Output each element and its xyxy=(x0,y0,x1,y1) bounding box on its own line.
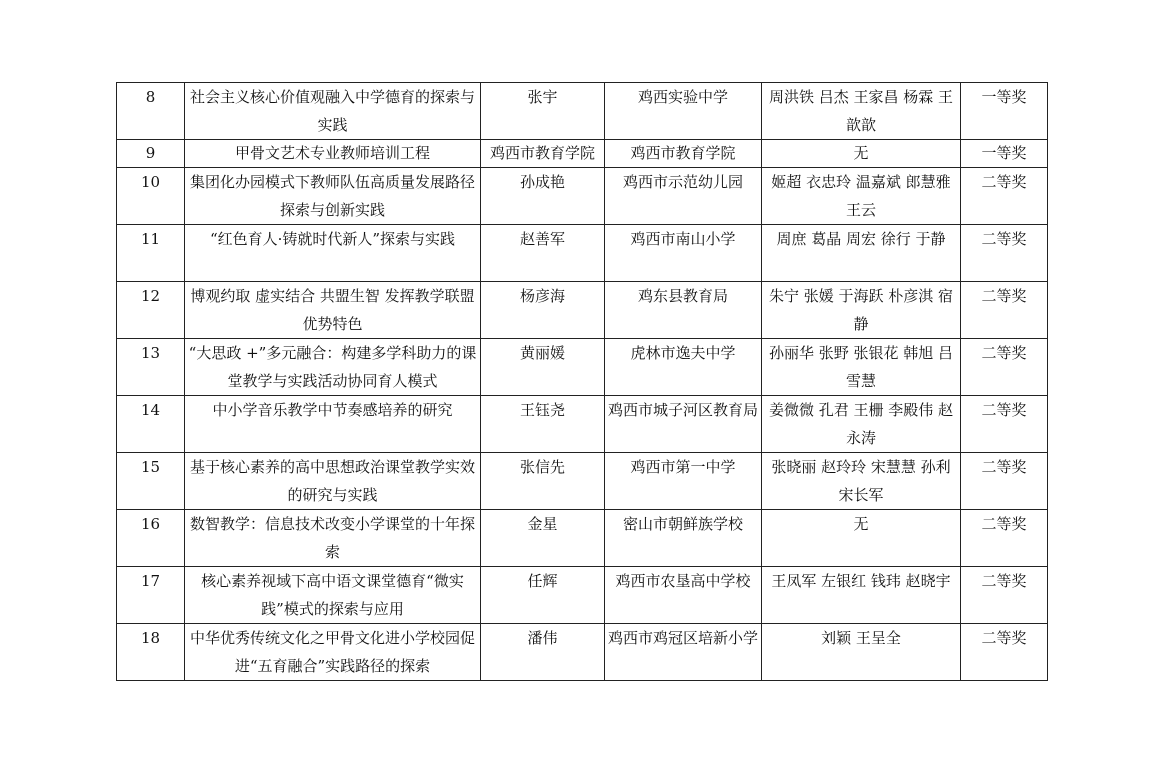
table-row xyxy=(117,624,1048,681)
award-level: 二等奖 xyxy=(961,339,1048,396)
table-row xyxy=(117,225,1048,282)
project-title: 集团化办园模式下教师队伍高质量发展路径探索与创新实践 xyxy=(185,168,481,225)
row-number: 16 xyxy=(117,510,185,567)
project-unit: 鸡西市第一中学 xyxy=(605,453,762,510)
project-leader: 赵善军 xyxy=(481,225,605,282)
project-leader: 黄丽媛 xyxy=(481,339,605,396)
row-number: 18 xyxy=(117,624,185,681)
table-row xyxy=(117,282,1048,339)
award-level: 二等奖 xyxy=(961,453,1048,510)
project-unit: 鸡西市教育学院 xyxy=(605,140,762,168)
table-row xyxy=(117,83,1048,140)
award-level: 二等奖 xyxy=(961,510,1048,567)
award-level: 二等奖 xyxy=(961,567,1048,624)
project-members: 无 xyxy=(762,510,961,567)
awards-table xyxy=(116,82,1048,681)
table-row xyxy=(117,396,1048,453)
project-members: 张晓丽 赵玲玲 宋慧慧 孙利 宋长军 xyxy=(762,453,961,510)
table-row xyxy=(117,168,1048,225)
table-row xyxy=(117,339,1048,396)
project-unit: 鸡西市城子河区教育局 xyxy=(605,396,762,453)
award-level: 二等奖 xyxy=(961,396,1048,453)
award-level: 二等奖 xyxy=(961,168,1048,225)
award-level: 二等奖 xyxy=(961,225,1048,282)
project-members: 刘颖 王呈全 xyxy=(762,624,961,681)
row-number: 11 xyxy=(117,225,185,282)
project-leader: 金星 xyxy=(481,510,605,567)
project-title: “红色育人·铸就时代新人”探索与实践 xyxy=(185,225,481,282)
project-title: 中华优秀传统文化之甲骨文化进小学校园促进“五育融合”实践路径的探索 xyxy=(185,624,481,681)
project-unit: 密山市朝鲜族学校 xyxy=(605,510,762,567)
project-members: 姜微微 孔君 王栅 李殿伟 赵永涛 xyxy=(762,396,961,453)
project-unit: 鸡西市农垦高中学校 xyxy=(605,567,762,624)
project-title: 中小学音乐教学中节奏感培养的研究 xyxy=(185,396,481,453)
project-leader: 杨彦海 xyxy=(481,282,605,339)
table-row xyxy=(117,140,1048,168)
project-leader: 张信先 xyxy=(481,453,605,510)
project-title: 甲骨文艺术专业教师培训工程 xyxy=(185,140,481,168)
project-unit: 鸡西市南山小学 xyxy=(605,225,762,282)
award-level: 二等奖 xyxy=(961,282,1048,339)
project-leader: 孙成艳 xyxy=(481,168,605,225)
project-leader: 潘伟 xyxy=(481,624,605,681)
project-members: 周洪铁 吕杰 王家昌 杨霖 王歆歆 xyxy=(762,83,961,140)
table-row xyxy=(117,510,1048,567)
project-unit: 鸡西市鸡冠区培新小学 xyxy=(605,624,762,681)
project-leader: 任辉 xyxy=(481,567,605,624)
project-unit: 鸡东县教育局 xyxy=(605,282,762,339)
row-number: 15 xyxy=(117,453,185,510)
project-title: 社会主义核心价值观融入中学德育的探索与实践 xyxy=(185,83,481,140)
project-leader: 鸡西市教育学院 xyxy=(481,140,605,168)
project-title: 博观约取 虚实结合 共盟生智 发挥教学联盟优势特色 xyxy=(185,282,481,339)
project-title: 基于核心素养的高中思想政治课堂教学实效的研究与实践 xyxy=(185,453,481,510)
project-unit: 鸡西实验中学 xyxy=(605,83,762,140)
project-members: 无 xyxy=(762,140,961,168)
project-title: 核心素养视域下高中语文课堂德育“微实践”模式的探索与应用 xyxy=(185,567,481,624)
project-members: 周庶 葛晶 周宏 徐行 于静 xyxy=(762,225,961,282)
project-leader: 张宇 xyxy=(481,83,605,140)
project-members: 王凤军 左银红 钱玮 赵晓宇 xyxy=(762,567,961,624)
row-number: 10 xyxy=(117,168,185,225)
table-row xyxy=(117,453,1048,510)
row-number: 12 xyxy=(117,282,185,339)
row-number: 8 xyxy=(117,83,185,140)
row-number: 17 xyxy=(117,567,185,624)
award-level: 二等奖 xyxy=(961,624,1048,681)
project-members: 孙丽华 张野 张银花 韩旭 吕雪慧 xyxy=(762,339,961,396)
table-row xyxy=(117,567,1048,624)
row-number: 9 xyxy=(117,140,185,168)
project-members: 朱宁 张媛 于海跃 朴彦淇 宿静 xyxy=(762,282,961,339)
award-level: 一等奖 xyxy=(961,140,1048,168)
project-unit: 虎林市逸夫中学 xyxy=(605,339,762,396)
project-title: “大思政 +”多元融合：构建多学科助力的课堂教学与实践活动协同育人模式 xyxy=(185,339,481,396)
row-number: 14 xyxy=(117,396,185,453)
row-number: 13 xyxy=(117,339,185,396)
project-unit: 鸡西市示范幼儿园 xyxy=(605,168,762,225)
project-title: 数智教学：信息技术改变小学课堂的十年探索 xyxy=(185,510,481,567)
award-level: 一等奖 xyxy=(961,83,1048,140)
project-leader: 王钰尧 xyxy=(481,396,605,453)
project-members: 姬超 衣忠玲 温嘉斌 郎慧雅 王云 xyxy=(762,168,961,225)
